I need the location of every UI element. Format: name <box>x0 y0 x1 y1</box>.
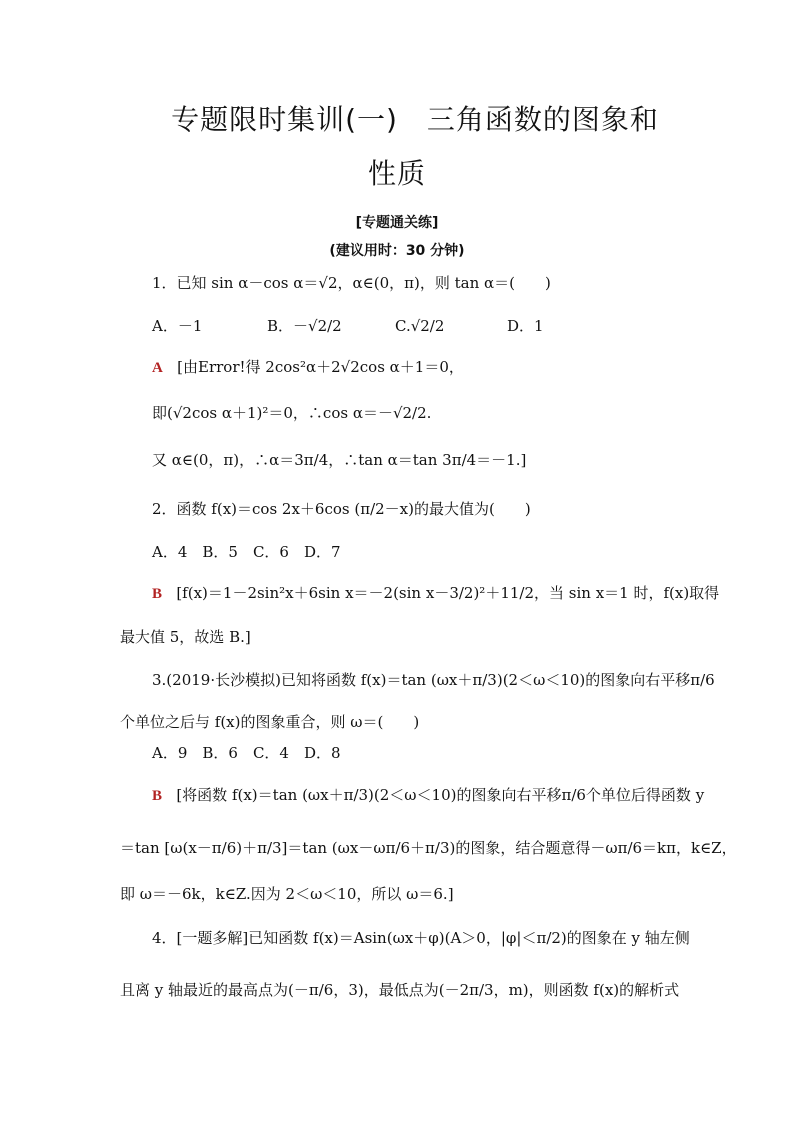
q2-solution-1 <box>152 583 719 604</box>
q1-option-b: B．－√2/2 <box>267 317 342 335</box>
q3-stem-1: 3.(2019·长沙模拟)已知将函数 f(x)＝tan (ωx＋π/3)(2＜ω＜10)的图象向右平移π/6 <box>152 671 715 689</box>
page-title-line2: 性质 <box>367 157 426 190</box>
q1-option-d: D．1 <box>507 317 544 335</box>
q1-solution-2: 即(√2cos α＋1)²＝0，∴cos α＝－√2/2. <box>152 404 432 422</box>
q3-options: A．9 B．6 C．4 D．8 <box>152 744 341 762</box>
q1-solution-1 <box>152 357 464 378</box>
q1-stem: 1．已知 sin α－cos α＝√2，α∈(0，π)，则 tan α＝( ) <box>152 274 551 292</box>
q1-solution-3: 又 α∈(0，π)，∴α＝3π/4，∴tan α＝tan 3π/4＝－1.] <box>152 451 527 469</box>
q3-solution-1 <box>152 785 704 806</box>
q1-options <box>152 316 572 336</box>
q2-answer: B <box>152 586 163 602</box>
q1-option-c: C.√2/2 <box>395 317 445 335</box>
page-title-line1: 专题限时集训(一) 三角函数的图象和 <box>171 103 659 136</box>
q2-solution-text-1: [f(x)＝1－2sin²x＋6sin x＝－2(sin x－3/2)²＋11/2，当 sin x＝1 时，f(x)取得 <box>176 584 720 602</box>
time-label: (建议用时：30 分钟) <box>329 243 465 259</box>
q3-stem-2: 个单位之后与 f(x)的图象重合，则 ω＝( ) <box>120 713 420 731</box>
q1-solution-text-1: [由Error!得 2cos²α＋2√2cos α＋1＝0， <box>177 358 464 376</box>
q4-stem-2: 且离 y 轴最近的最高点为(－π/6，3)，最低点为(－2π/3，m)，则函数 f(x)的解析式 <box>120 981 680 999</box>
q2-stem: 2．函数 f(x)＝cos 2x＋6cos (π/2－x)的最大值为( ) <box>152 500 531 518</box>
q3-solution-3: 即 ω＝－6k，k∈Z.因为 2＜ω＜10，所以 ω＝6.] <box>120 885 454 903</box>
q1-answer: A <box>152 360 163 376</box>
q3-solution-2: ＝tan [ω(x－π/6)＋π/3]＝tan (ωx－ωπ/6＋π/3)的图象，结合题意得－ωπ/6＝kπ，k∈Z， <box>120 839 737 857</box>
q2-solution-2: 最大值 5，故选 B.] <box>120 628 251 646</box>
q2-options: A．4 B．5 C．6 D．7 <box>152 543 341 561</box>
q1-option-a: A．－1 <box>152 317 203 335</box>
q3-solution-text-1: [将函数 f(x)＝tan (ωx＋π/3)(2＜ω＜10)的图象向右平移π/6个单位后得函数 y <box>176 786 705 804</box>
q3-answer: B <box>152 788 163 804</box>
q4-stem-1: 4．[一题多解]已知函数 f(x)＝Asin(ωx＋φ)(A＞0，|φ|＜π/2)的图象在 y 轴左侧 <box>152 929 690 947</box>
section-label: [专题通关练] <box>355 215 439 231</box>
